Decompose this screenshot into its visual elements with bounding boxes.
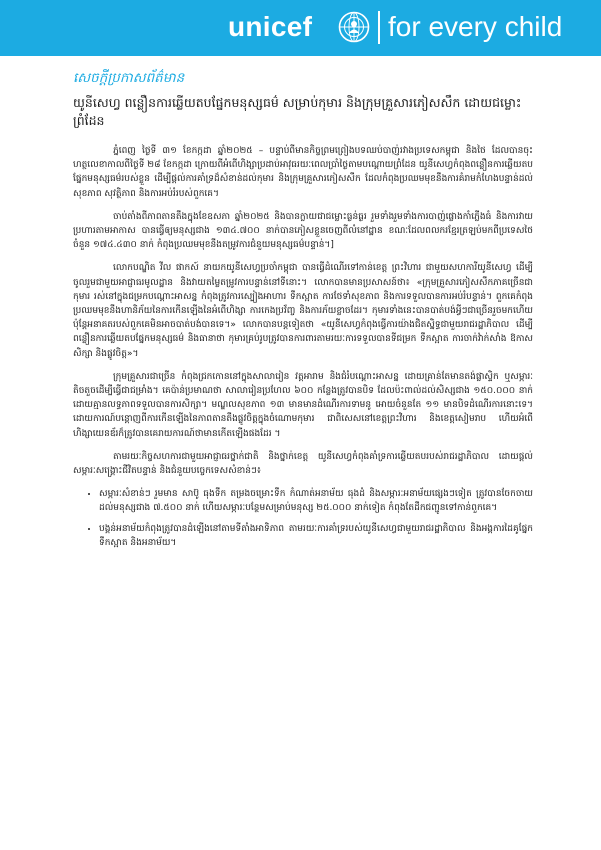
list-item: • បង្គន់អនាម័យកំពុងត្រូវបានដំឡើងនៅតាមទីតាំងអាទិភាព តាមរយៈការគាំទ្ររបស់យូនីសេហ្វជាមួយរាជរដ្ឋាភិបាល និងអង្គការដៃគូផ្នែកទឹកស្អាត និងអនាម័យ។	[99, 522, 533, 550]
header-divider	[378, 11, 380, 44]
paragraph: ភ្នំពេញ ថ្ងៃទី ៣១ ខែកក្កដា ឆ្នាំ២០២៥ – បន្ទាប់ពីមានកិច្ចព្រមព្រៀងបទឈប់បាញ់រវាងប្រទេសកម្ពុជា និងថៃ ដែលបានចុះហត្ថលេខាកាលពីថ្ងៃទី ២៨ ខែកក្កដា ក្រោយពីអំពើហិង្សាប្រដាប់អាវុធរយៈពេលប្រាំថ្ងៃតាមបណ្តោយព្រំដែន យូនីសេហ្វកំពុងពន្លឿនការឆ្លើយតបផ្នែកមនុស្សធម៌របស់ខ្លួន ដើម្បីផ្តល់ការគាំទ្រដ៏សំខាន់ដល់កុមារ និងក្រុមគ្រួសារភៀសសឹក ដែលកំពុងប្រឈមមុខនឹងការគំរាមកំហែងបន្ទាន់ដល់សុខភាព សុវត្ថិភាព និងការអប់រំរបស់ពួកគេ។	[73, 146, 533, 199]
document-label: សេចក្តីប្រកាសព័ត៌មាន	[73, 70, 185, 86]
paragraph: លោកបណ្ឌិត វីល ផាកស៍ នាយកយូនីសេហ្វប្រចាំកម្ពុជា បានធ្វើដំណើរទៅកាន់ខេត្ត ព្រះវិហារ ជាមួយសហការីយូនីសេហ្វ ដើម្បីចូលរួមជាមួយអាជ្ញាធរមូលដ្ឋាន និងវាយតម្លៃតម្រូវការបន្ទាន់នៅទីនោះ។ លោកបានមានប្រសាសន៍ថា៖ «ក្រុមគ្រួសារភៀសសឹកភាគច្រើនជាកុមារ រស់នៅក្នុងជម្រកបណ្តោះអាសន្ន កំពុងត្រូវការស្បៀងអាហារ ទឹកស្អាត ការថែទាំសុខភាព និងការទទួលបានការអប់រំបន្ទាន់។ ពួកគេកំពុងប្រឈមមុខនឹងហានិភ័យនៃការកើនឡើងនៃអំពើហិង្សា ការកេងប្រវ័ញ្ច និងការភ័យខ្លាចដែរ។ កុមារទាំងនេះបានបាត់បង់អ្វីៗជាច្រើនរួចមកហើយ ប៉ុន្តែអនាគតរបស់ពួកគេមិនអាចបាត់បង់បានទេ។» លោកបានបន្តទៀតថា «យូនីសេហ្វកំពុងធ្វើការយ៉ាងជិតស្និទ្ធជាមួយរាជរដ្ឋាភិបាល ដើម្បីពន្លឿនការឆ្លើយតបផ្នែកមនុស្សធម៌ និងធានាថា កុមារគ្រប់រូបត្រូវបានការពារតាមរយៈការទទួលបានទីជម្រក ទឹកស្អាត ការចាក់វ៉ាក់សាំង ឱកាសសិក្សា និងផ្លូវចិត្ត»។	[73, 263, 533, 359]
document-title: យូនីសេហ្វ ពន្លឿនការឆ្លើយតបផ្នែកមនុស្សធម៌ សម្រាប់កុមារ និងក្រុមគ្រួសារភៀសសឹក ដោយជម្លោះព្រំដែន	[73, 95, 522, 128]
list-item: • សម្ភារៈសំខាន់ៗ រួមមាន សាប៊ូ ធុងទឹក តម្រងចម្រោះទឹក កំណាត់អនាម័យ ធុងដំ និងសម្ភារៈអនាម័យផ្សេងៗទៀត ត្រូវបានចែកចាយដល់មនុស្សជាង ៧.៥០០ នាក់ ហើយសម្ភារៈបន្ថែមសម្រាប់មនុស្ស ២៥.០០០ នាក់ទៀត កំពុងតែដឹកជញ្ជូនទៅកាន់ពួកគេ។	[99, 487, 533, 515]
bullet-list	[73, 487, 533, 550]
unicef-emblem-icon	[338, 11, 370, 43]
tagline: for every child	[388, 11, 563, 42]
paragraph: ក្រុមគ្រួសារជាច្រើន កំពុងជ្រកកោននៅក្នុងសាលារៀន វត្តអារាម និងជំរំបណ្តោះអាសន្ន ដោយគ្រាន់តែមានតង់ផ្លាស្ទិក ឬសម្ភារៈតិចតួចដើម្បីធ្វើជាជម្រាំង។ គេប៉ាន់ប្រមាណថា សាលារៀនប្រហែល ៦០០ កន្លែងត្រូវបានបិទ ដែលប៉ះពាល់ដល់សិស្សជាង ១៥០.០០០ នាក់ ដោយគ្មានលទ្ធភាពទទួលបានការសិក្សា។ មណ្ឌលសុខភាព ១៣ មានមានដំណើរការទាមនូ អោយចំនួនតែ ១១ មានបិទដំណើរការនោះទេ។ ដោយការណ៍បន្តោញពីការកើនឡើងនៃភាពតានតឹងផ្លូវចិត្តក្នុងចំណោមកុមារ ជាពិសេសនៅខេត្តព្រះវិហារ និងខេត្តសៀមរាប ហើយអំពើហិង្សាយេនឌ័រក៏ត្រូវបានគេរាយការណ៍ថាមានកើតឡើងផងដែរ ។	[73, 371, 533, 439]
header-banner	[0, 0, 601, 56]
paragraph: ចាប់តាំងពីភាពតានតឹងក្នុងខែឧសភា ឆ្នាំ២០២៥ និងបានក្លាយជាជម្លោះធ្ងន់ធ្ងរ រួមទាំងរួមទាំងការបាញ់ផ្លោងកាំភ្លើងធំ និងការវាយប្រហារតាមអាកាស បានធ្វើឲ្យមនុស្សជាង ១៣៤.៧០០ នាក់បានភៀសខ្លួនចេញពីលំនៅដ្ឋាន ខណៈដែលពលករខ្មែរត្រឡប់មកពីប្រទេសថៃចំនួន ១៧៤.៤៣០ នាក់ កំពុងប្រឈមមុខនឹងតម្រូវការជំនួយមនុស្សធម៌បន្ទាន់។]	[73, 211, 533, 251]
paragraph: តាមរយៈកិច្ចសហការជាមួយអាជ្ញាធរថ្នាក់ជាតិ និងថ្នាក់ខេត្ត យូនីសេហ្វកំពុងគាំទ្រការឆ្លើយតបរបស់រាជរដ្ឋាភិបាល ដោយផ្តល់សម្ភារៈសង្គ្រោះជីវិតបន្ទាន់ និងជំនួយបច្ចេកទេសសំខាន់ៗ៖	[73, 451, 533, 477]
press-release	[73, 68, 533, 556]
brand-wordmark: unicef	[228, 11, 313, 42]
